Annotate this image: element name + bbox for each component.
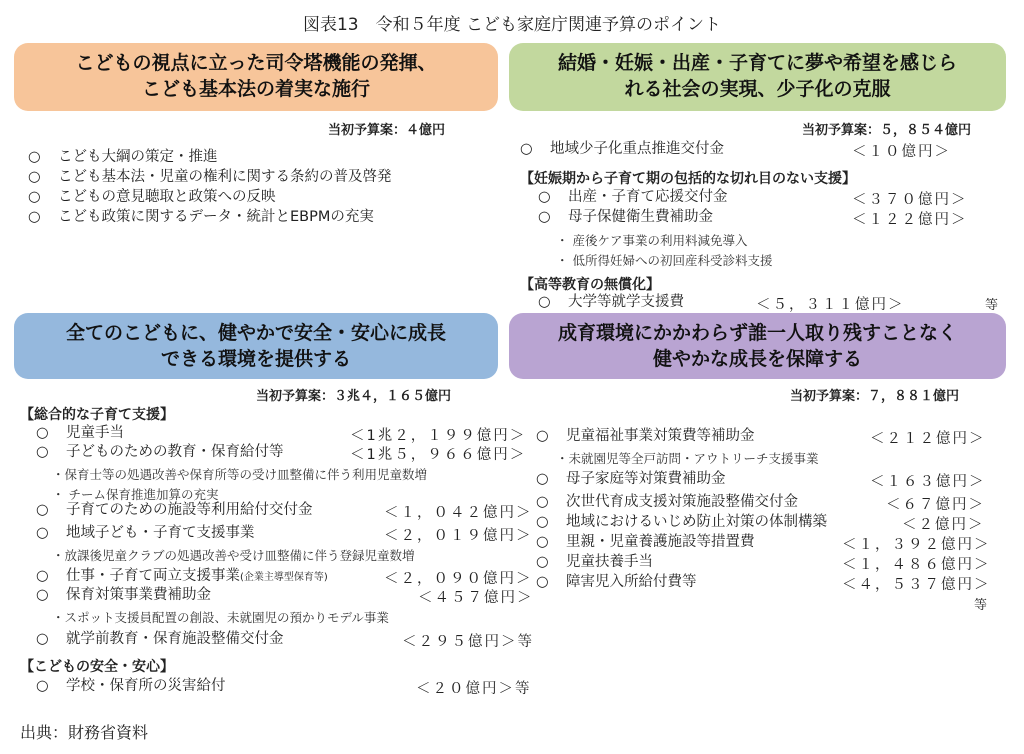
list-item <box>520 140 724 159</box>
banner-q1 <box>14 43 498 111</box>
budget-q2: 当初予算案：５，８５４億円 <box>802 123 972 138</box>
list-item <box>36 586 211 605</box>
sub-note: ・ 低所得妊婦への初回産科受診料支援 <box>556 253 773 268</box>
item-label: 地域子ども・子育て支援事業 <box>66 525 255 541</box>
list-item <box>36 630 284 649</box>
item-label: 就学前教育・保育施設整備交付金 <box>66 631 284 647</box>
list-item <box>536 470 726 489</box>
item-amount: ＜２，０１９億円＞ <box>384 528 533 544</box>
item-label: 出産・子育て応援交付金 <box>568 189 728 205</box>
item-amount: ＜２，０９０億円＞ <box>384 571 533 587</box>
list-item <box>28 168 392 187</box>
banner-q4-line2: 健やかな成長を保障する <box>652 348 862 370</box>
list-item <box>536 493 798 512</box>
item-label: 大学等就学支援費 <box>568 294 684 310</box>
budget-q1: 当初予算案：４億円 <box>328 123 446 138</box>
circle-icon: ○ <box>536 514 549 530</box>
banner-q1-line2: こども基本法の着実な施行 <box>141 78 370 100</box>
sub-note: ・ 産後ケア事業の利用料減免導入 <box>556 233 748 248</box>
item-amount: ＜１，０４２億円＞ <box>384 505 533 521</box>
list-item <box>36 567 328 587</box>
circle-icon: ○ <box>538 189 551 205</box>
circle-icon: ○ <box>536 554 549 570</box>
banner-q4-line1: 成育環境にかかわらず誰一人取り残すことなく <box>557 322 957 344</box>
circle-icon: ○ <box>36 568 49 584</box>
list-item <box>536 533 755 552</box>
section-heading: 【こどもの安全・安心】 <box>20 659 174 675</box>
circle-icon: ○ <box>538 294 551 310</box>
circle-icon: ○ <box>536 534 549 550</box>
list-item <box>28 148 218 167</box>
circle-icon: ○ <box>536 471 549 487</box>
item-amount: ＜１，３９２億円＞ <box>842 537 991 553</box>
item-amount: ＜４５７億円＞ <box>418 590 534 606</box>
item-label: こども基本法・児童の権利に関する条約の普及啓発 <box>58 169 392 185</box>
list-item <box>36 524 255 543</box>
item-label: 学校・保育所の災害給付 <box>66 678 226 694</box>
circle-icon: ○ <box>36 678 49 694</box>
item-amount: ＜1兆２，１９９億円＞ <box>350 428 527 444</box>
banner-q4 <box>509 313 1006 379</box>
list-item <box>36 677 226 696</box>
item-label: 児童扶養手当 <box>566 554 653 570</box>
item-amount: ＜３７０億円＞ <box>852 192 968 208</box>
circle-icon: ○ <box>536 494 549 510</box>
sub-note: ・未就園児等全戸訪問・アウトリーチ支援事業 <box>556 451 819 466</box>
banner-q3-line2: できる環境を提供する <box>160 348 351 370</box>
banner-q3-line1: 全てのこどもに、健やかで安全・安心に成長 <box>65 322 446 344</box>
circle-icon: ○ <box>28 189 41 205</box>
item-amount: ＜２１２億円＞ <box>870 431 986 447</box>
circle-icon: ○ <box>36 587 49 603</box>
item-amount: ＜１６３億円＞ <box>870 474 986 490</box>
circle-icon: ○ <box>536 428 549 444</box>
item-label: 障害児入所給付費等 <box>566 574 697 590</box>
figure-title: 図表13 令和５年度 こども家庭庁関連予算のポイント <box>302 15 722 35</box>
item-amount: ＜２億円＞ <box>902 517 985 533</box>
circle-icon: ○ <box>36 444 49 460</box>
section-heading: 【高等教育の無償化】 <box>520 277 660 293</box>
circle-icon: ○ <box>536 574 549 590</box>
circle-icon: ○ <box>520 141 533 157</box>
item-label: 児童福祉事業対策費等補助金 <box>566 428 755 444</box>
item-label: こども政策に関するデータ・統計とEBPMの充実 <box>58 209 374 225</box>
item-label: 仕事・子育て両立支援事業 <box>66 568 240 584</box>
banner-q3 <box>14 313 498 379</box>
budget-q3: 当初予算案：３兆４，１６５億円 <box>256 389 452 404</box>
list-item <box>28 208 374 227</box>
section-heading: 【総合的な子育て支援】 <box>20 407 174 423</box>
banner-q1-line1: こどもの視点に立った司令塔機能の発揮、 <box>75 52 437 74</box>
circle-icon: ○ <box>28 169 41 185</box>
item-label: こども大綱の策定・推進 <box>58 149 218 165</box>
item-label: こどもの意見聴取と政策への反映 <box>58 189 276 205</box>
item-label: 児童手当 <box>66 425 124 441</box>
list-item <box>536 573 697 592</box>
item-label: 子どものための教育・保育給付等 <box>66 444 284 460</box>
list-item <box>536 427 755 446</box>
source-note: 出典：財務省資料 <box>20 723 149 742</box>
item-label: 次世代育成支援対策施設整備交付金 <box>566 494 798 510</box>
item-amount: ＜５，３１１億円＞ <box>756 297 905 313</box>
list-item <box>36 424 124 443</box>
section-heading: 【妊娠期から子育て期の包括的な切れ目のない支援】 <box>520 171 856 187</box>
item-amount: ＜６７億円＞ <box>886 497 985 513</box>
list-item <box>36 443 284 462</box>
list-item <box>28 188 276 207</box>
list-item <box>36 501 313 520</box>
circle-icon: ○ <box>28 209 41 225</box>
sub-note: ・スポット支援員配置の創設、未就園児の預かりモデル事業 <box>52 610 389 625</box>
sub-note: ・放課後児童クラブの処遇改善や受け皿整備に伴う登録児童数増 <box>52 548 415 563</box>
circle-icon: ○ <box>36 502 49 518</box>
circle-icon: ○ <box>36 631 49 647</box>
item-label: 地域におけるいじめ防止対策の体制構築 <box>566 514 827 530</box>
item-label: 保育対策事業費補助金 <box>66 587 211 603</box>
banner-q2 <box>509 43 1006 111</box>
circle-icon: ○ <box>36 425 49 441</box>
banner-q2-line2: れる社会の実現、少子化の克服 <box>624 78 891 100</box>
item-label: 子育てのための施設等利用給付交付金 <box>66 502 313 518</box>
circle-icon: ○ <box>538 209 551 225</box>
budget-q4: 当初予算案：７，８８１億円 <box>790 389 960 404</box>
etc-label: 等 <box>985 298 999 313</box>
sub-note: ・保育士等の処遇改善や保育所等の受け皿整備に伴う利用児童数増 <box>52 467 428 482</box>
banner-q2-line1: 結婚・妊娠・出産・子育てに夢や希望を感じら <box>557 52 957 74</box>
item-amount: ＜２９５億円＞等 <box>402 634 534 650</box>
item-amount: ＜２０億円＞等 <box>416 681 532 697</box>
list-item <box>538 188 728 207</box>
sub-note: ・ チーム保育推進加算の充実 <box>52 487 219 502</box>
circle-icon: ○ <box>36 525 49 541</box>
item-label: 母子保健衛生費補助金 <box>568 209 713 225</box>
item-amount: ＜１，４８６億円＞ <box>842 557 991 573</box>
list-item <box>538 293 684 312</box>
item-note: (企業主導型保育等) <box>240 572 328 583</box>
list-item <box>536 513 827 532</box>
circle-icon: ○ <box>28 149 41 165</box>
item-amount: ＜４，５３７億円＞ <box>842 577 991 593</box>
item-label: 里親・児童養護施設等措置費 <box>566 534 755 550</box>
etc-label: 等 <box>974 598 988 613</box>
item-amount: ＜１０億円＞ <box>852 144 951 160</box>
list-item <box>538 208 713 227</box>
item-label: 母子家庭等対策費補助金 <box>566 471 726 487</box>
list-item <box>536 553 653 572</box>
item-amount: ＜1兆５，９６６億円＞ <box>350 447 527 463</box>
item-label: 地域少子化重点推進交付金 <box>550 141 724 157</box>
item-amount: ＜１２２億円＞ <box>852 212 968 228</box>
